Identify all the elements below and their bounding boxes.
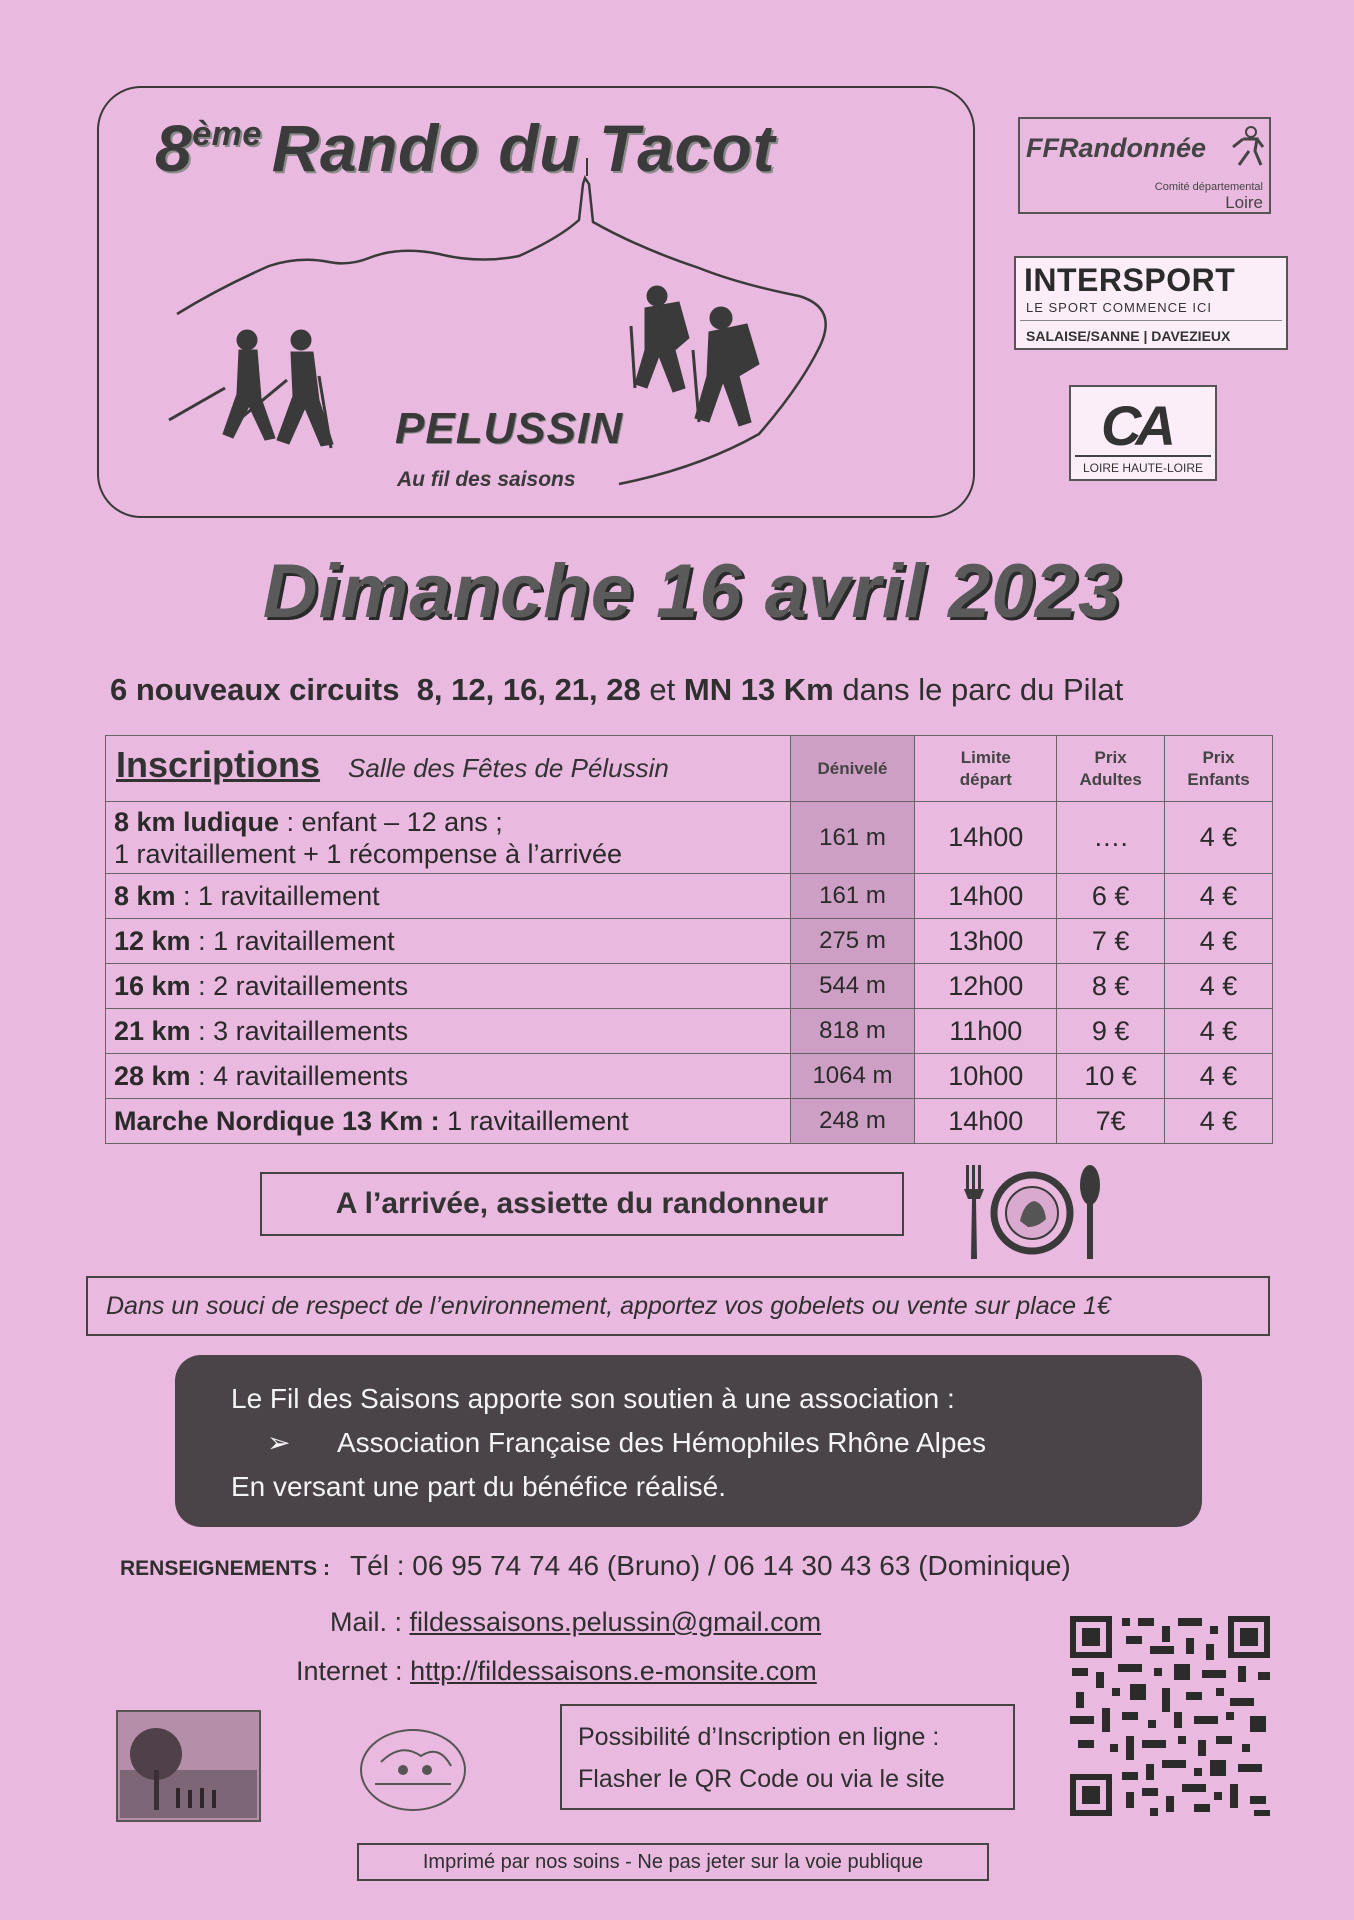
arrow-bullet-icon: ➢ [267,1427,291,1458]
support-association: ➢ Association Française des Hémophiles Rhône Alpes [231,1421,1202,1465]
support-line-3: En versant une part du bénéfice réalisé. [231,1471,726,1502]
charity-support-box [175,1355,1202,1527]
table-row [106,1099,1273,1144]
limite-cell: 13h00 [915,919,1057,964]
divider [1020,320,1282,321]
denivele-cell: 1064 m [790,1054,915,1099]
town-name: PELUSSIN [395,404,624,453]
prix-enfants-cell: 4 € [1165,1099,1273,1144]
support-line-1: Le Fil des Saisons apporte son soutien à une association : [231,1383,955,1414]
event-date: Dimanche 16 avril 2023 [262,549,1122,634]
contact-mail-row: Mail. : fildessaisons.pelussin@gmail.com [330,1607,822,1637]
contact-web-row: Internet : http://fildessaisons.e-monsite.com [296,1656,817,1686]
label-qualite-photo [116,1710,261,1822]
contact-phone-row: RENSEIGNEMENTS : Tél : 06 95 74 74 46 (Bruno) / 06 14 30 43 63 (Dominique) [120,1550,1071,1581]
table-header-inscriptions: Inscriptions Salle des Fêtes de Pélussin [106,736,791,802]
table-header-row [106,736,1273,802]
hiker-left-1 [169,330,275,440]
prix-enfants-cell: 4 € [1165,874,1273,919]
denivele-cell: 818 m [790,1009,915,1054]
circuit-label: 12 km : 1 ravitaillement [106,919,791,964]
hero-card [97,86,975,518]
prix-adultes-cell: 7 € [1057,919,1165,964]
divider [1075,455,1211,457]
prix-enfants-cell: 4 € [1165,1009,1273,1054]
circuit-label: 21 km : 3 ravitaillements [106,1009,791,1054]
prix-enfants-cell: 4 € [1165,1054,1273,1099]
arrival-meal-box: A l’arrivée, assiette du randonneur [260,1172,904,1236]
col-limite: Limite départ [915,736,1057,802]
table-row [106,1054,1273,1099]
footer-notice: Imprimé par nos soins - Ne pas jeter sur la voie publique [357,1843,989,1881]
denivele-cell: 161 m [790,874,915,919]
limite-cell: 10h00 [915,1054,1057,1099]
col-denivele: Dénivelé [790,736,915,802]
prix-adultes-cell: 6 € [1057,874,1165,919]
table-row [106,802,1273,874]
email-link[interactable]: fildessaisons.pelussin@gmail.com [409,1607,822,1637]
prix-enfants-cell: 4 € [1165,802,1273,874]
prix-adultes-cell: …. [1057,802,1165,874]
denivele-cell: 248 m [790,1099,915,1144]
denivele-cell: 161 m [790,802,915,874]
hiker-right-1 [631,286,689,392]
limite-cell: 11h00 [915,1009,1057,1054]
circuit-label: 8 km : 1 ravitaillement [106,874,791,919]
credit-agricole-logo: CA LOIRE HAUTE-LOIRE [1069,385,1217,481]
eco-cup-notice: Dans un souci de respect de l’environnement, apportez vos gobelets ou vente sur place 1€ [86,1276,1270,1336]
prix-enfants-cell: 4 € [1165,964,1273,1009]
organizer-tagline: Au fil des saisons [397,468,576,491]
denivele-cell: 275 m [790,919,915,964]
prix-adultes-cell: 7€ [1057,1099,1165,1144]
denivele-cell: 544 m [790,964,915,1009]
prix-enfants-cell: 4 € [1165,919,1273,964]
walker-icon [1229,125,1265,169]
limite-cell: 14h00 [915,1099,1057,1144]
circuits-summary: 6 nouveaux circuits 8, 12, 16, 21, 28 et MN 13 Km dans le parc du Pilat [110,672,1124,707]
ffrandonnee-logo: FFRandonnée Comité départemental Loire [1018,117,1271,214]
col-prix-adultes: Prix Adultes [1057,736,1165,802]
limite-cell: 14h00 [915,802,1057,874]
circuit-label: 28 km : 4 ravitaillements [106,1054,791,1099]
prix-adultes-cell: 8 € [1057,964,1165,1009]
table-row [106,1009,1273,1054]
rando-campagnarde-logo [351,1722,481,1818]
circuit-label: Marche Nordique 13 Km : 1 ravitaillement [106,1099,791,1144]
qr-code-icon[interactable] [1066,1612,1274,1820]
table-row [106,964,1273,1009]
cutlery-plate-icon [958,1163,1106,1263]
table-row [106,874,1273,919]
intersport-logo: INTERSPORT LE SPORT COMMENCE ICI SALAISE/SANNE | DAVEZIEUX [1014,256,1288,350]
circuit-label: 16 km : 2 ravitaillements [106,964,791,1009]
event-title: 8ème Rando du Tacot [155,111,775,185]
prix-adultes-cell: 9 € [1057,1009,1165,1054]
table-row [106,919,1273,964]
online-registration-box: Possibilité d’Inscription en ligne : Flasher le QR Code ou via le site [560,1704,1015,1810]
hiker-right-2 [693,307,759,426]
circuits-table [105,735,1273,1144]
prix-adultes-cell: 10 € [1057,1054,1165,1099]
col-prix-enfants: Prix Enfants [1165,736,1273,802]
limite-cell: 14h00 [915,874,1057,919]
limite-cell: 12h00 [915,964,1057,1009]
circuit-label: 8 km ludique : enfant – 12 ans ; 1 ravitaillement + 1 récompense à l’arrivée [106,802,791,874]
website-link[interactable]: http://fildessaisons.e-monsite.com [410,1656,817,1686]
